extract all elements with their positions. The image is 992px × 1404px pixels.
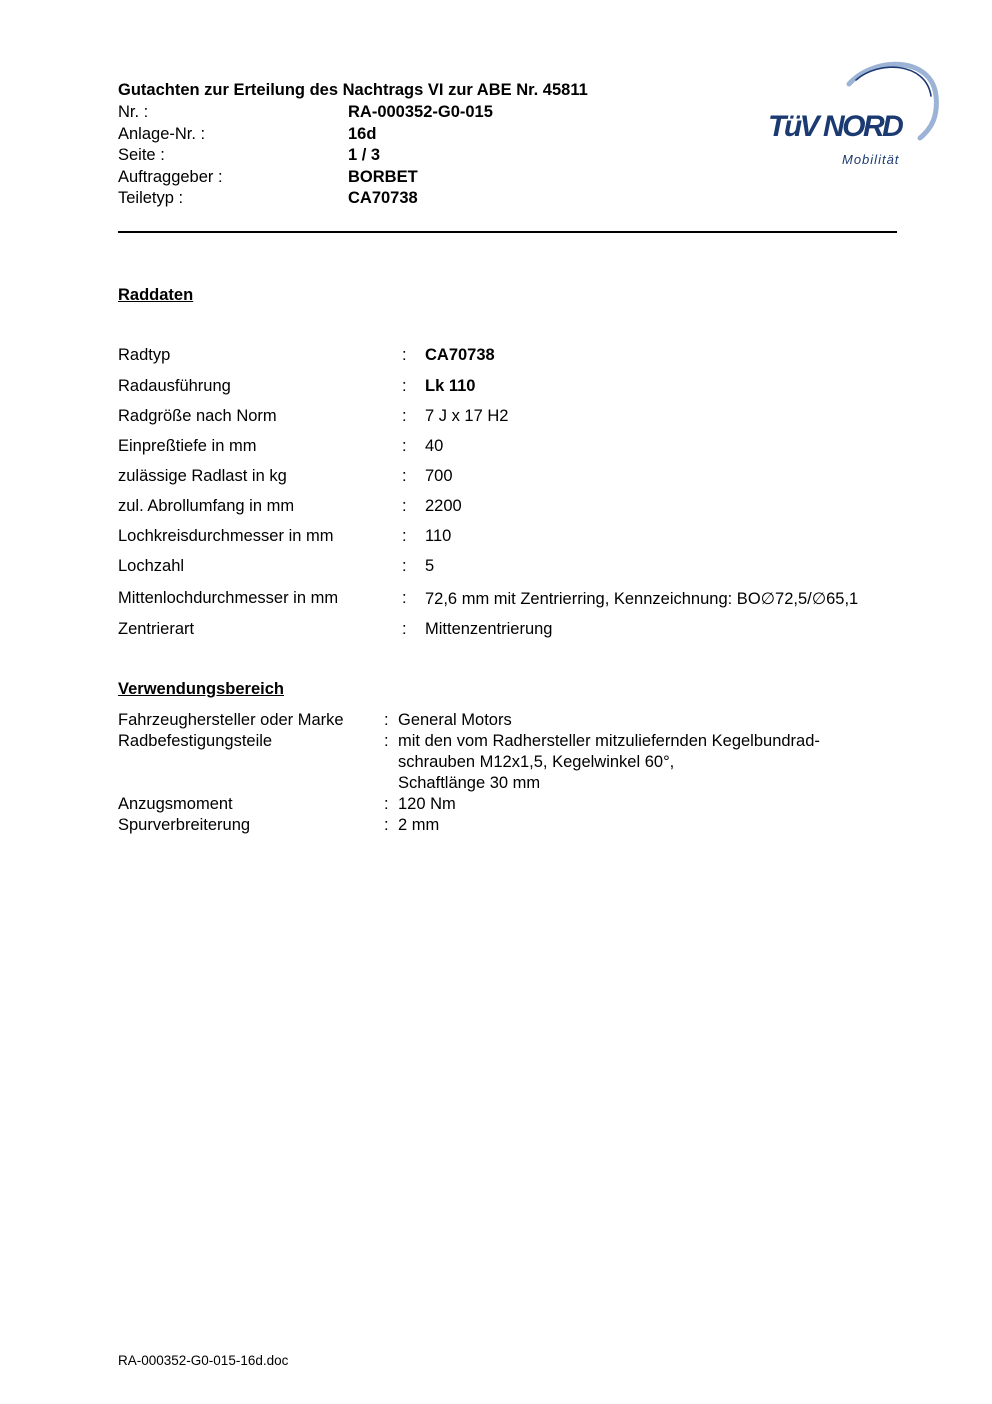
section-heading-raddaten: Raddaten: [118, 286, 194, 304]
verwendung-row: [118, 794, 918, 815]
meta-value-teiletyp: CA70738: [348, 189, 418, 207]
meta-label-anlage: Anlage-Nr. :: [118, 125, 206, 143]
verwendung-value-line: schrauben M12x1,5, Kegelwinkel 60°,: [398, 753, 675, 771]
raddaten-row: [118, 437, 918, 457]
raddaten-separator: :: [402, 407, 407, 425]
raddaten-label: Radgröße nach Norm: [118, 407, 277, 425]
raddaten-row: [118, 346, 918, 366]
raddaten-label: Radtyp: [118, 346, 171, 364]
document-title: Gutachten zur Erteilung des Nachtrags VI zur ABE Nr. 45811: [118, 81, 588, 99]
section-heading-verwendungsbereich: Verwendungsbereich: [118, 680, 284, 698]
raddaten-value: 7 J x 17 H2: [425, 407, 509, 425]
raddaten-row: [118, 407, 918, 427]
raddaten-separator: :: [402, 527, 407, 545]
raddaten-separator: :: [402, 589, 407, 607]
verwendung-row: [118, 731, 918, 794]
raddaten-label: zulässige Radlast in kg: [118, 467, 287, 485]
logo-subtitle: Mobilität: [842, 152, 900, 167]
header-divider: [118, 231, 897, 233]
raddaten-label: Radausführung: [118, 377, 231, 395]
raddaten-separator: :: [402, 497, 407, 515]
verwendung-separator: :: [384, 732, 389, 750]
raddaten-row: [118, 620, 918, 640]
meta-value-seite: 1 / 3: [348, 146, 381, 164]
tuv-nord-logo: TüV NORD: [768, 110, 902, 143]
raddaten-label: Lochzahl: [118, 557, 185, 575]
raddaten-row: [118, 497, 918, 517]
raddaten-row: [118, 467, 918, 487]
raddaten-separator: :: [402, 377, 407, 395]
raddaten-value: 5: [425, 557, 435, 575]
raddaten-row: [118, 589, 918, 609]
raddaten-separator: :: [402, 620, 407, 638]
raddaten-value: Mittenzentrierung: [425, 620, 553, 638]
raddaten-value: 700: [425, 467, 453, 485]
raddaten-label: zul. Abrollumfang in mm: [118, 497, 295, 515]
verwendung-label: Fahrzeughersteller oder Marke: [118, 711, 344, 729]
raddaten-separator: :: [402, 346, 407, 364]
verwendung-value-line: Schaftlänge 30 mm: [398, 774, 541, 792]
verwendung-value: 2 mm: [398, 816, 440, 834]
verwendung-label: Radbefestigungsteile: [118, 732, 273, 750]
raddaten-separator: :: [402, 557, 407, 575]
raddaten-label: Mittenlochdurchmesser in mm: [118, 589, 339, 607]
verwendung-value: 120 Nm: [398, 795, 456, 813]
raddaten-value: 40: [425, 437, 444, 455]
meta-value-anlage: 16d: [348, 125, 377, 143]
verwendung-label: Spurverbreiterung: [118, 816, 251, 834]
raddaten-value: 110: [425, 527, 452, 545]
raddaten-separator: :: [402, 437, 407, 455]
verwendung-value-line: mit den vom Radhersteller mitzuliefernden Kegelbundrad-: [398, 732, 820, 750]
raddaten-separator: :: [402, 467, 407, 485]
raddaten-value: 2200: [425, 497, 462, 515]
footer-filename: RA-000352-G0-015-16d.doc: [118, 1353, 289, 1368]
raddaten-value: CA70738: [425, 346, 495, 364]
verwendung-value: General Motors: [398, 711, 512, 729]
meta-label-auftraggeber: Auftraggeber :: [118, 168, 223, 186]
raddaten-label: Lochkreisdurchmesser in mm: [118, 527, 334, 545]
verwendung-separator: :: [384, 711, 389, 729]
verwendung-separator: :: [384, 816, 389, 834]
raddaten-label: Einpreßtiefe in mm: [118, 437, 257, 455]
verwendung-separator: :: [384, 795, 389, 813]
raddaten-value: Lk 110: [425, 377, 476, 395]
raddaten-value: 72,6 mm mit Zentrierring, Kennzeichnung: BO∅72,5/∅65,1: [425, 590, 859, 608]
raddaten-row: [118, 557, 918, 577]
verwendung-row: [118, 815, 918, 836]
meta-label-nr: Nr. :: [118, 103, 149, 121]
meta-label-teiletyp: Teiletyp :: [118, 189, 184, 207]
meta-value-auftraggeber: BORBET: [348, 168, 418, 186]
raddaten-row: [118, 377, 918, 397]
meta-label-seite: Seite :: [118, 146, 165, 164]
raddaten-label: Zentrierart: [118, 620, 195, 638]
meta-value-nr: RA-000352-G0-015: [348, 103, 493, 121]
verwendung-row: [118, 710, 918, 731]
raddaten-row: [118, 527, 918, 547]
verwendung-label: Anzugsmoment: [118, 795, 233, 813]
